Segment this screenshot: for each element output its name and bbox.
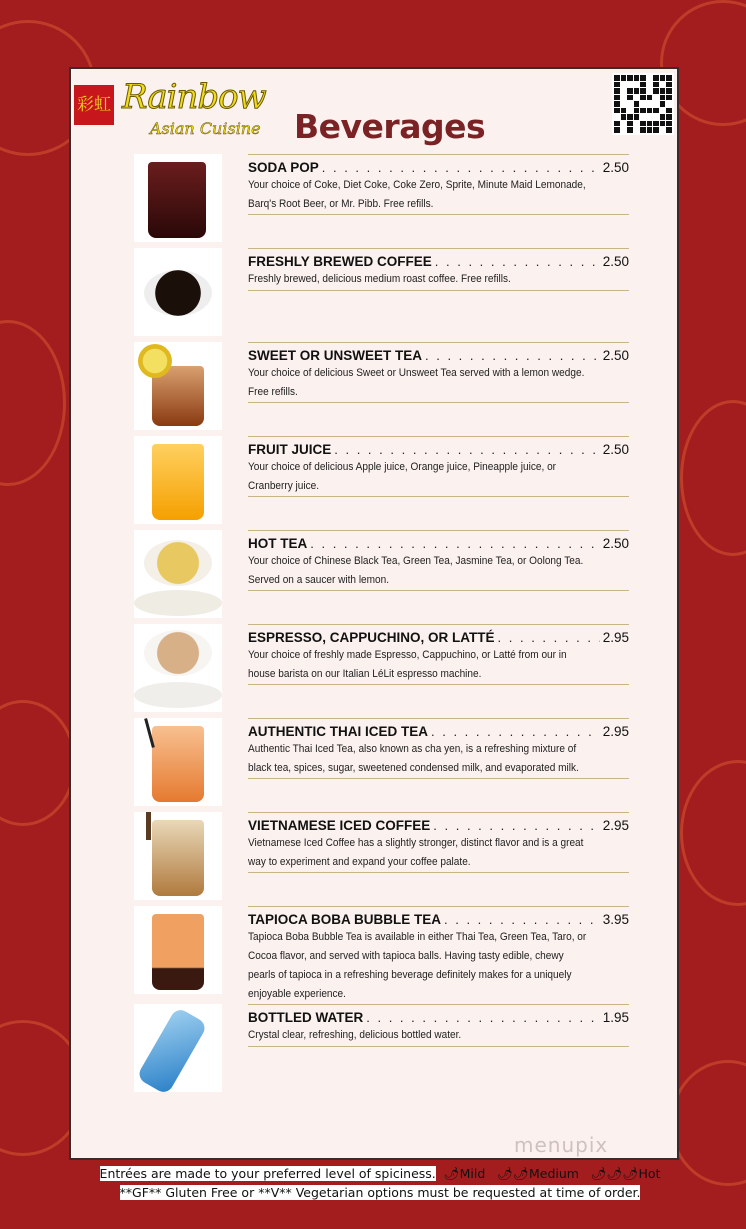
coffee-cup-image xyxy=(134,248,222,336)
menu-card xyxy=(69,67,679,1160)
thai-iced-tea-image xyxy=(134,718,222,806)
orange-juice-image xyxy=(134,436,222,524)
restaurant-logo xyxy=(74,77,274,143)
item-description: Your choice of delicious Apple juice, Orange juice, Pineapple juice, or Cranberry juice. xyxy=(248,461,557,492)
item-price: 2.50 xyxy=(602,348,629,363)
item-price: 2.50 xyxy=(602,160,629,175)
chili-icon: 🌶 xyxy=(443,1166,460,1181)
item-name: HOT TEA xyxy=(248,536,308,551)
watermark: menupix xyxy=(514,1133,609,1157)
hot-tea-image xyxy=(134,530,222,618)
item-price: 2.50 xyxy=(602,536,629,551)
logo-seal: 彩虹 xyxy=(74,85,114,125)
item-price: 2.50 xyxy=(602,442,629,457)
item-price: 2.95 xyxy=(602,818,629,833)
dragon-pattern xyxy=(0,320,66,486)
vietnamese-coffee-image xyxy=(134,812,222,900)
item-name: TAPIOCA BOBA BUBBLE TEA xyxy=(248,912,441,927)
page-title: Beverages xyxy=(294,107,486,146)
item-name: VIETNAMESE ICED COFFEE xyxy=(248,818,431,833)
item-description: Tapioca Boba Bubble Tea is available in either Thai Tea, Green Tea, Taro, or Cocoa flavor, and served with tapioca balls. Having tasty edible, chewy pearls of tapioca in a refreshing beverage definitely makes for a uniquely enjoyable experience. xyxy=(248,931,587,1000)
item-name: BOTTLED WATER xyxy=(248,1010,364,1025)
dragon-pattern xyxy=(0,700,76,826)
spiciness-note: Entrées are made to your preferred level of spiciness. xyxy=(99,1166,436,1181)
item-price: 2.95 xyxy=(602,630,629,645)
item-description: Crystal clear, refreshing, delicious bottled water. xyxy=(248,1029,462,1041)
logo-name: Rainbow xyxy=(122,77,266,117)
dietary-note: **GF** Gluten Free or **V** Vegetarian options must be requested at time of order. xyxy=(119,1185,641,1200)
cappuccino-image xyxy=(134,624,222,712)
footer-note xyxy=(60,1164,700,1202)
item-description: Your choice of freshly made Espresso, Cappuchino, or Latté from our in house barista on our Italian LéLit espresso machine. xyxy=(248,649,567,680)
item-name: FRESHLY BREWED COFFEE xyxy=(248,254,432,269)
chili-icon: 🌶🌶 xyxy=(497,1166,529,1181)
item-price: 1.95 xyxy=(602,1010,629,1025)
water-bottle-image xyxy=(134,1004,222,1092)
item-price: 2.95 xyxy=(602,724,629,739)
logo-subtitle: Asian Cuisine xyxy=(150,119,261,138)
item-description: Vietnamese Iced Coffee has a slightly stronger, distinct flavor and is a great way to experiment and expand your coffee palate. xyxy=(248,837,584,868)
dragon-pattern xyxy=(680,760,746,906)
item-name: SODA POP xyxy=(248,160,319,175)
iced-tea-image xyxy=(134,342,222,430)
item-price: 3.95 xyxy=(602,912,629,927)
spice-mild: Mild xyxy=(459,1166,486,1181)
spice-medium: Medium xyxy=(528,1166,579,1181)
item-price: 2.50 xyxy=(602,254,629,269)
boba-tea-image xyxy=(134,906,222,994)
item-description: Your choice of Coke, Diet Coke, Coke Zero, Sprite, Minute Maid Lemonade, Barq's Root Beer, or Mr. Pibb. Free refills. xyxy=(248,179,586,210)
item-description: Freshly brewed, delicious medium roast coffee. Free refills. xyxy=(248,273,511,285)
chili-icon: 🌶🌶🌶 xyxy=(590,1166,639,1181)
soda-pop-image xyxy=(134,154,222,242)
item-description: Authentic Thai Iced Tea, also known as cha yen, is a refreshing mixture of black tea, spices, sugar, sweetened condensed milk, and evaporated milk. xyxy=(248,743,579,774)
item-name: ESPRESSO, CAPPUCHINO, OR LATTÉ xyxy=(248,630,495,645)
item-name: FRUIT JUICE xyxy=(248,442,332,457)
qr-code[interactable] xyxy=(612,73,674,135)
item-name: AUTHENTIC THAI ICED TEA xyxy=(248,724,428,739)
item-description: Your choice of delicious Sweet or Unsweet Tea served with a lemon wedge. Free refills. xyxy=(248,367,585,398)
item-description: Your choice of Chinese Black Tea, Green Tea, Jasmine Tea, or Oolong Tea. Served on a saucer with lemon. xyxy=(248,555,584,586)
dragon-pattern xyxy=(680,400,746,556)
spice-hot: Hot xyxy=(638,1166,661,1181)
item-name: SWEET OR UNSWEET TEA xyxy=(248,348,423,363)
